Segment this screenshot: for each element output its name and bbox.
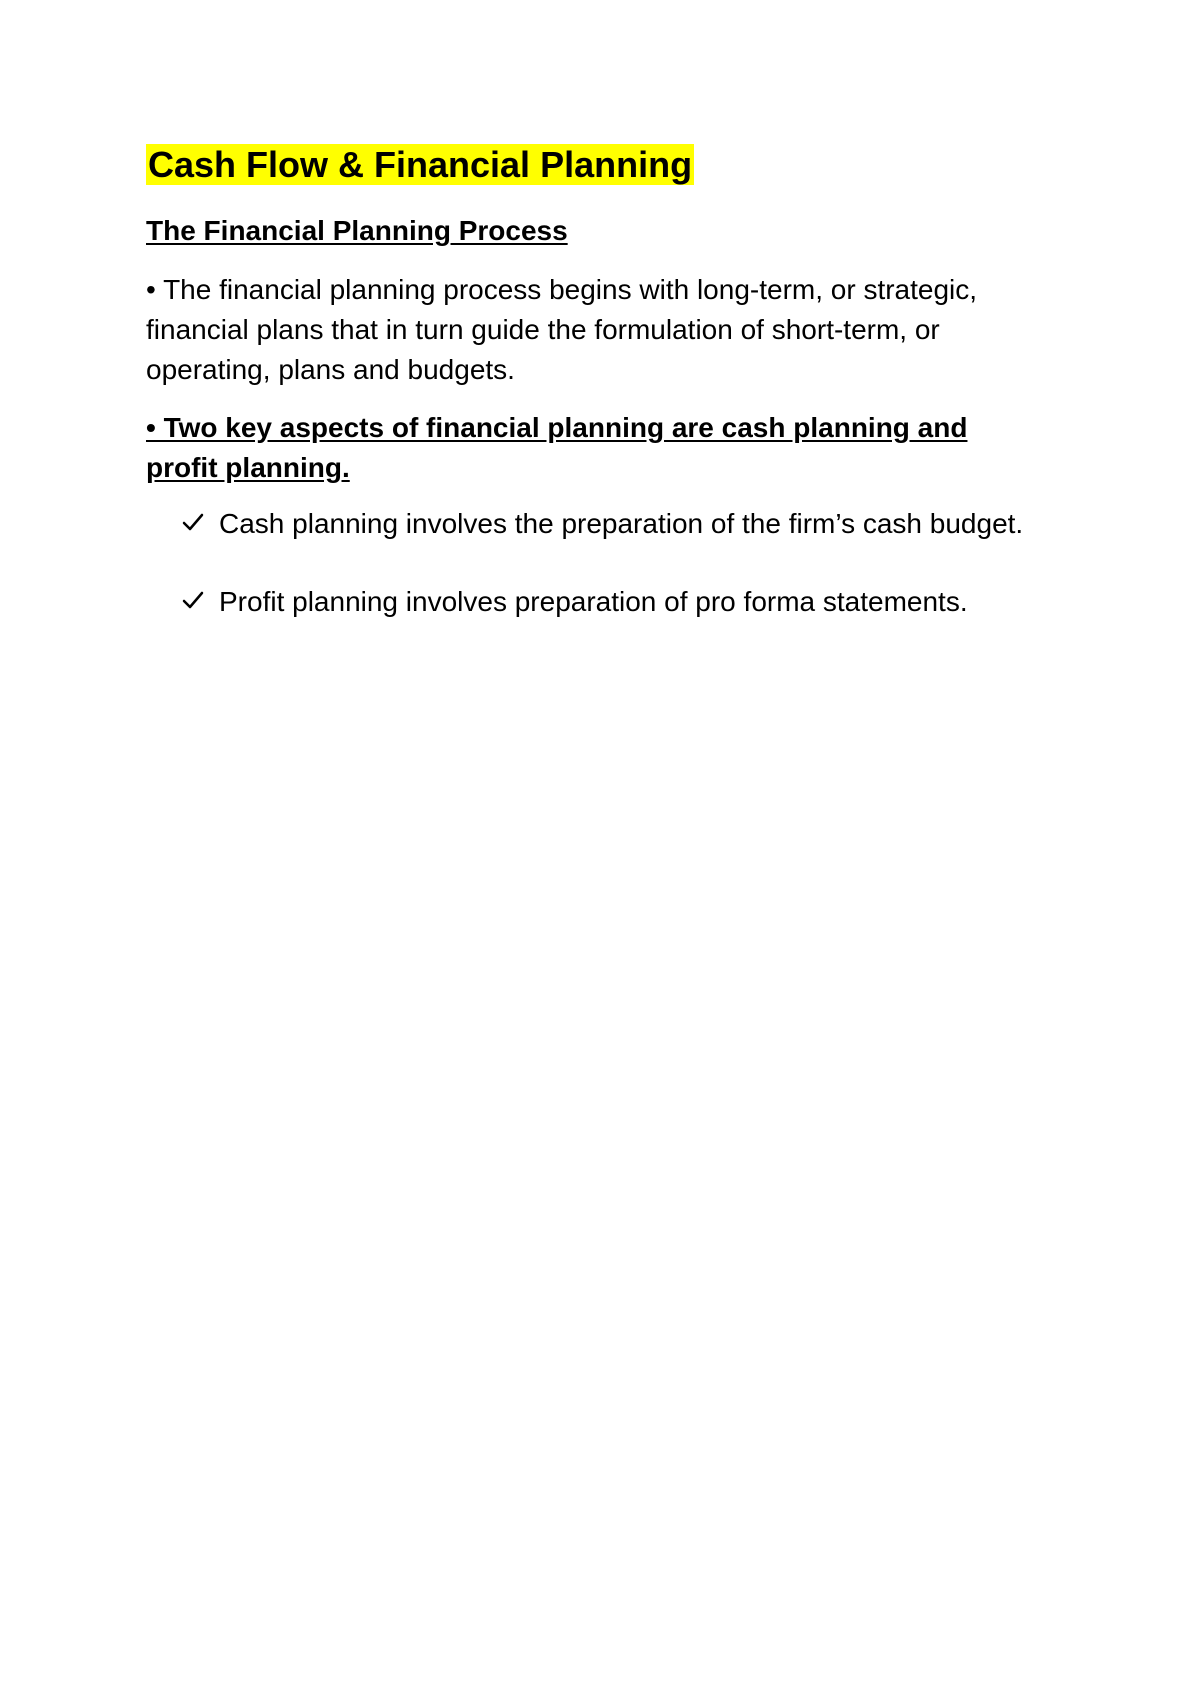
checkmark-icon [182, 504, 210, 544]
checklist-item-cash-planning [146, 504, 1046, 544]
section-heading: The Financial Planning Process [146, 215, 568, 246]
checklist-item-profit-planning [146, 582, 1046, 622]
key-point-text: • Two key aspects of financial planning are cash planning and profit planning. [146, 412, 968, 483]
page-title [146, 144, 1046, 186]
checklist-item-text: Profit planning involves preparation of pro forma statements. [219, 586, 968, 617]
checkmark-icon [182, 582, 210, 622]
intro-paragraph: • The financial planning process begins with long-term, or strategic, financial plans that in turn guide the formulation of short-term, or operating, plans and budgets. [146, 274, 978, 385]
document-body [146, 144, 1046, 660]
highlighted-title-text: Cash Flow & Financial Planning [148, 144, 693, 185]
checklist-item-text: Cash planning involves the preparation of the firm’s cash budget. [219, 508, 1024, 539]
checklist [146, 504, 1046, 622]
